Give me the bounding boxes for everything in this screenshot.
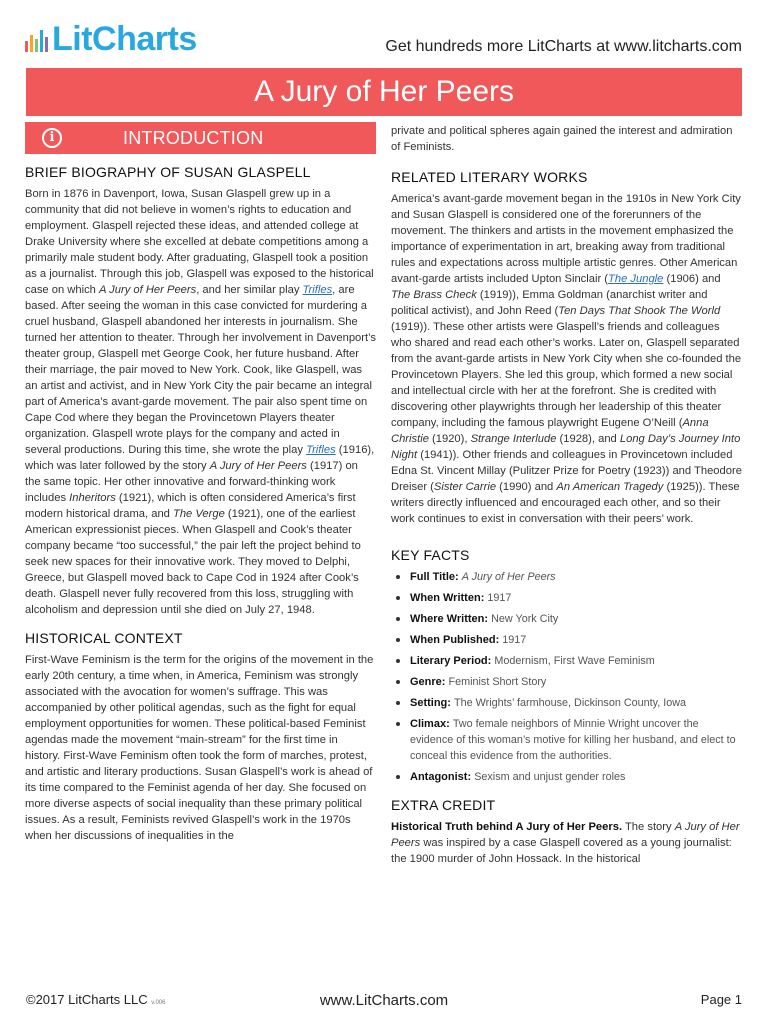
historical-text: First-Wave Feminism is the term for the origins of the movement in the early 20th century, a time when, in America, Feminism was strongly associated with the avocation for women’s suffrage. This was accompanied by other political agendas, such as the fight for equal employment opportunities for women. These political-based Feminist agendas made the movement “main-stream” for the first time in history. First-Wave Feminism often took the form of marches, protest, and artistic and literary productions. Susan Glaspell’s work is ahead of its time compared to the Feminist agenda of her day. She focused on more diverse aspects of social inequality than these primary political issues. As a result, Feminists revived Glaspell’s work in the 1970s when her discussions of inequalities in the (25, 654, 374, 842)
historical-heading: HISTORICAL CONTEXT (25, 630, 183, 646)
list-item: Full Title: A Jury of Her Peers (391, 569, 742, 585)
left-column (25, 122, 376, 844)
biography-heading: BRIEF BIOGRAPHY OF SUSAN GLASPELL (25, 164, 311, 180)
list-item: When Written: 1917 (391, 590, 742, 606)
list-item: Genre: Feminist Short Story (391, 674, 742, 690)
litcharts-logo[interactable] (25, 22, 197, 56)
introduction-label: INTRODUCTION (123, 128, 264, 148)
trifles-link[interactable]: Trifles (306, 444, 336, 456)
historical-text-continued: private and political spheres again gained the interest and admiration of Feminists. (391, 125, 733, 153)
extra-credit-text: Historical Truth behind A Jury of Her Peers. The story A Jury of Her Peers was inspired by a case Glaspell covered as a young journalist: the 1900 murder of John Hossack. In the historical (391, 821, 740, 865)
list-item: When Published: 1917 (391, 632, 742, 648)
page-footer (26, 992, 742, 1012)
key-facts-list (391, 569, 742, 785)
related-heading: RELATED LITERARY WORKS (391, 169, 588, 185)
trifles-link[interactable]: Trifles (302, 284, 333, 296)
page-title: A Jury of Her Peers (26, 68, 742, 116)
logo-text: LitCharts (52, 20, 197, 58)
logo-bar-4 (40, 30, 43, 52)
list-item: Setting: The Wrights’ farmhouse, Dickinson County, Iowa (391, 695, 742, 711)
introduction-bar (25, 122, 376, 154)
page-header (0, 0, 768, 68)
key-facts-heading: KEY FACTS (391, 547, 470, 563)
info-icon: i (42, 128, 62, 148)
logo-bar-2 (30, 35, 33, 52)
extra-credit-heading: EXTRA CREDIT (391, 797, 496, 813)
copyright: ©2017 LitCharts LLC v.006 (26, 992, 166, 1007)
list-item: Antagonist: Sexism and unjust gender roles (391, 769, 742, 785)
list-item: Literary Period: Modernism, First Wave Feminism (391, 653, 742, 669)
logo-bar-3 (35, 39, 38, 52)
header-tagline: Get hundreds more LitCharts at www.litcharts.com (385, 38, 742, 55)
right-column (391, 123, 742, 867)
page-number: Page 1 (700, 992, 742, 1007)
related-text: America’s avant-garde movement began in the 1910s in New York City and Susan Glaspell is considered one of the forerunners of the movement. The thinkers and artists in the movement emphasized the importance of experimentation in art, breaking away from traditional rules and expectations across multiple artistic genres. Other American avant-garde artists included Upton Sinclair (The Jungle (1906) and The Brass Check (1919)), Emma Goldman (anarchist writer and political activist), and John Reed (Ten Days That Shook The World (1919)). These other artists were Glaspell’s friends and colleagues who shared and read each other’s works. Later on, Glaspell separated from the avant-garde artists in New York City when she co-founded the Provincetown Players. She led this group, which formed a new social and intellectual circle with her at the forefront. She is credited with discovering other playwrights through her leadership of this theater company, including the famous playwright Eugene O’Neill (Anna Christie (1920), Strange Interlude (1928), and Long Day’s Journey Into Night (1941)). Other friends and colleagues in Provincetown included Edna St. Vincent Millay (Pulitzer Prize for Poetry (1923)) and Theodore Dreiser (Sister Carrie (1990) and An American Tragedy (1925)). These writers directly influenced and encouraged each other, and so their work continues to exist in conversation with their peers’ work. (391, 193, 742, 525)
the-jungle-link[interactable]: The Jungle (608, 273, 664, 285)
biography-text: Born in 1876 in Davenport, Iowa, Susan Glaspell grew up in a community that did not believe in women’s rights to education and employment. Glaspell rejected these ideas, and attended college at Drake University where she excelled at debate competitions among a primarily male student body. After graduating, Glaspell took a position as a journalist. Through this job, Glaspell was exposed to the historical case on which A Jury of Her Peers, and her similar play Trifles, are based. After seeing the woman in this case convicted for murdering a cruel husband, Glaspell abandoned her interests in journalism. She turned her attention to theater. Through her involvement in Davenport’s theater group, Glaspell met George Cook, her future husband. After their marriage, the pair moved to New York. Cook, like Glaspell, was an artist and activist, and in New York City the pair became an integral part of America’s avant-garde movement. The pair also spent time on Cape Cod where they began the Provincetown Players theater organization. Glaspell wrote plays for the company and acted in several productions. During this time, she wrote the play Trifles (1916), which was later followed by the story A Jury of Her Peers (1917) on the same topic. Her other innovative and forward-thinking work includes Inheritors (1921), which is often considered America’s first modern historical drama, and The Verge (1921), one of the earliest American expressionist pieces. When Glaspell and Cook’s theater company became “too successful,” the pair left the project behind to seek new spaces for their innovative work. They moved to Delphi, Greece, but Glaspell moved back to Cape Cod in 1924 after Cook’s death. Glaspell never fully recovered from this loss, struggling with alcoholism and depression until she died on July 27, 1948. (25, 188, 376, 616)
version: v.006 (151, 1000, 166, 1006)
logo-bar-1 (25, 41, 28, 52)
list-item: Where Written: New York City (391, 611, 742, 627)
footer-site-link[interactable]: www.LitCharts.com (319, 992, 449, 1009)
logo-bar-5 (45, 37, 48, 52)
list-item: Climax: Two female neighbors of Minnie Wright uncover the evidence of this woman’s motive for killing her husband, and elect to conceal this evidence from the authorities. (391, 716, 742, 764)
logo-bars-icon (25, 28, 48, 52)
